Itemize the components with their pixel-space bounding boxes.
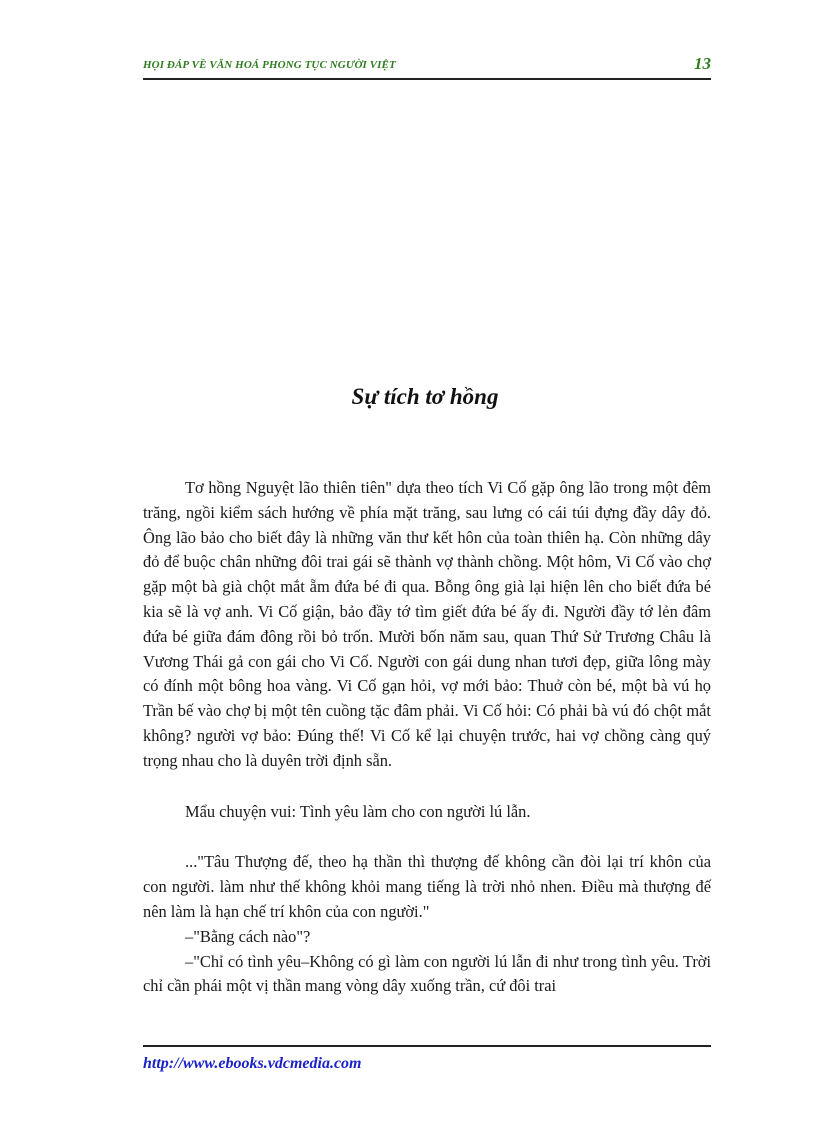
paragraph-anecdote-title: Mẩu chuyện vui: Tình yêu làm cho con người lú lẫn. <box>185 801 531 821</box>
paragraph-dialogue-1: ..."Tâu Thượng đế, theo hạ thần thì thượng đế không cần đòi lại trí khôn của con người. làm như thế không khỏi mang tiếng là trời nhỏ nhen. Điều mà thượng đế nên làm là hạn chế trí khôn của con người." <box>143 852 711 921</box>
paragraph-dialogue-3: –"Chỉ có tình yêu–Không có gì làm con người lú lẫn đi như trong tình yêu. Trời chỉ cần phái một vị thần mang vòng dây xuống trần, cứ đôi trai <box>143 951 711 996</box>
page-footer <box>143 1045 711 1072</box>
running-header-title: HỌI ĐÁP VỀ VĂN HOÁ PHONG TỤC NGƯỜI VIỆT <box>143 59 396 71</box>
paragraph-dialogue-2: –"Bằng cách nào"? <box>185 926 311 946</box>
page-header <box>143 52 711 80</box>
body-text <box>143 476 711 999</box>
chapter-title: Sự tích tơ hồng <box>351 384 499 409</box>
footer-link[interactable]: http://www.ebooks.vdcmedia.com <box>143 1055 362 1072</box>
paragraph-story: Tơ hồng Nguyệt lão thiên tiên" dựa theo tích Vi Cố gặp ông lão trong một đêm trăng, ngồi kiểm sách hướng về phía mặt trăng, sau lưng có cái túi đựng đầy dây đỏ. Ông lão bảo cho biết đây là những văn thư kết hôn của toàn thiên hạ. Còn những dây đỏ để buộc chân những đôi trai gái sẽ thành vợ thành chồng. Một hôm, Vi Cố vào chợ gặp một bà già chột mắt ẵm đứa bé đi qua. Bỗng ông già lại hiện lên cho biết đứa bé kia sẽ là vợ anh. Vi Cố giận, bảo đầy tớ tìm giết đứa bé ấy đi. Người đầy tớ lẻn đâm đứa bé giữa đám đông rồi bỏ trốn. Mười bốn năm sau, quan Thứ Sử Trương Châu là Vương Thái gả con gái cho Vi Cố. Người con gái dung nhan tươi đẹp, giữa lông mày có đính một bông hoa vàng. Vi Cố gạn hỏi, vợ mới bảo: Thuở còn bé, một bà vú họ Trần bế vào chợ bị một tên cuồng tặc đâm phải. Vi Cố hỏi: Có phải bà vú đó chột mắt không? người vợ bảo: Đúng thế! Vi Cố kể lại chuyện trước, hai vợ chồng càng quý trọng nhau cho là duyên trời định sẵn. <box>143 478 711 770</box>
page-number: 13 <box>694 54 711 73</box>
